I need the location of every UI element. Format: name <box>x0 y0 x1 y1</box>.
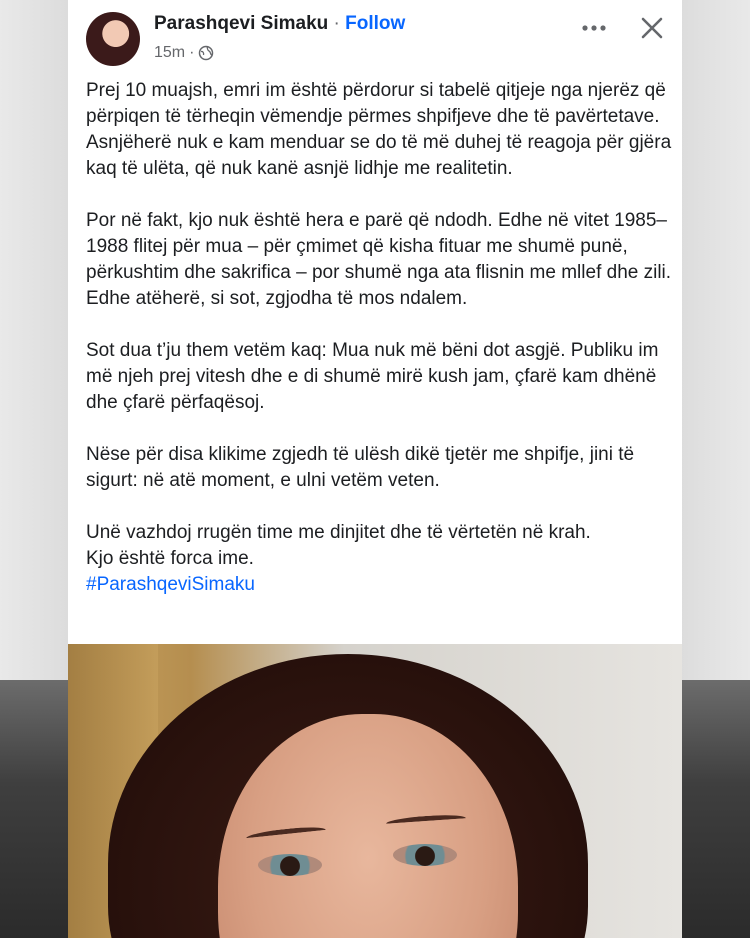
post-text <box>86 78 676 598</box>
follow-button[interactable]: Follow <box>345 13 406 34</box>
post-paragraph-last <box>86 520 676 598</box>
post-card <box>68 0 682 938</box>
more-options-button[interactable] <box>576 14 612 42</box>
author-name[interactable]: Parashqevi Simaku <box>154 13 329 34</box>
post-paragraph: Sot dua t’ju them vetëm kaq: Mua nuk më bëni dot asgjë. Publiku im më njeh prej vitesh dhe e di shumë mirë kush jam, çfarë kam dhënë dhe çfarë përfaqësoj. <box>86 340 659 413</box>
more-icon <box>581 24 607 32</box>
post-paragraph: Prej 10 muajsh, emri im është përdorur si tabelë qitjeje nga njerëz që përpiqen të tërheqin vëmendje përmes shpifjeve dhe të pavërtetave. Asnjëherë nuk e kam menduar se do të më duhej të reagoja për gjëra kaq të ulëta, që nuk kanë asnjë lidhje me realitetin. <box>86 80 672 179</box>
post-header <box>68 0 682 72</box>
hashtag-link[interactable]: #ParashqeviSimaku <box>86 574 255 595</box>
post-paragraph: Por në fakt, kjo nuk është hera e parë që ndodh. Edhe në vitet 1985–1988 flitej për mua – për çmimet që kisha fituar me shumë punë, përkushtim dhe sakrifica – por shumë nga ata flisnin me mllef dhe zili. Edhe atëherë, si sot, zgjodha të mos ndalem. <box>86 210 672 309</box>
close-icon <box>640 16 664 40</box>
author-line <box>154 13 405 35</box>
globe-icon[interactable] <box>198 45 214 61</box>
post-line: Kjo është forca ime. <box>86 548 254 569</box>
photo-eye <box>258 854 322 876</box>
post-paragraph: Nëse për disa klikime zgjedh të ulësh dikë tjetër me shpifje, jini të sigurt: në atë moment, e ulni vetëm veten. <box>86 444 635 491</box>
separator: · <box>189 44 195 61</box>
post-meta <box>154 44 214 62</box>
post-time[interactable]: 15m <box>154 44 186 61</box>
photo-eye <box>393 844 457 866</box>
post-line: Unë vazhdoj rrugën time me dinjitet dhe të vërtetën në krah. <box>86 522 591 543</box>
post-photo[interactable] <box>68 644 682 938</box>
avatar[interactable] <box>86 12 140 66</box>
close-button[interactable] <box>636 12 668 44</box>
separator: · <box>333 13 340 34</box>
